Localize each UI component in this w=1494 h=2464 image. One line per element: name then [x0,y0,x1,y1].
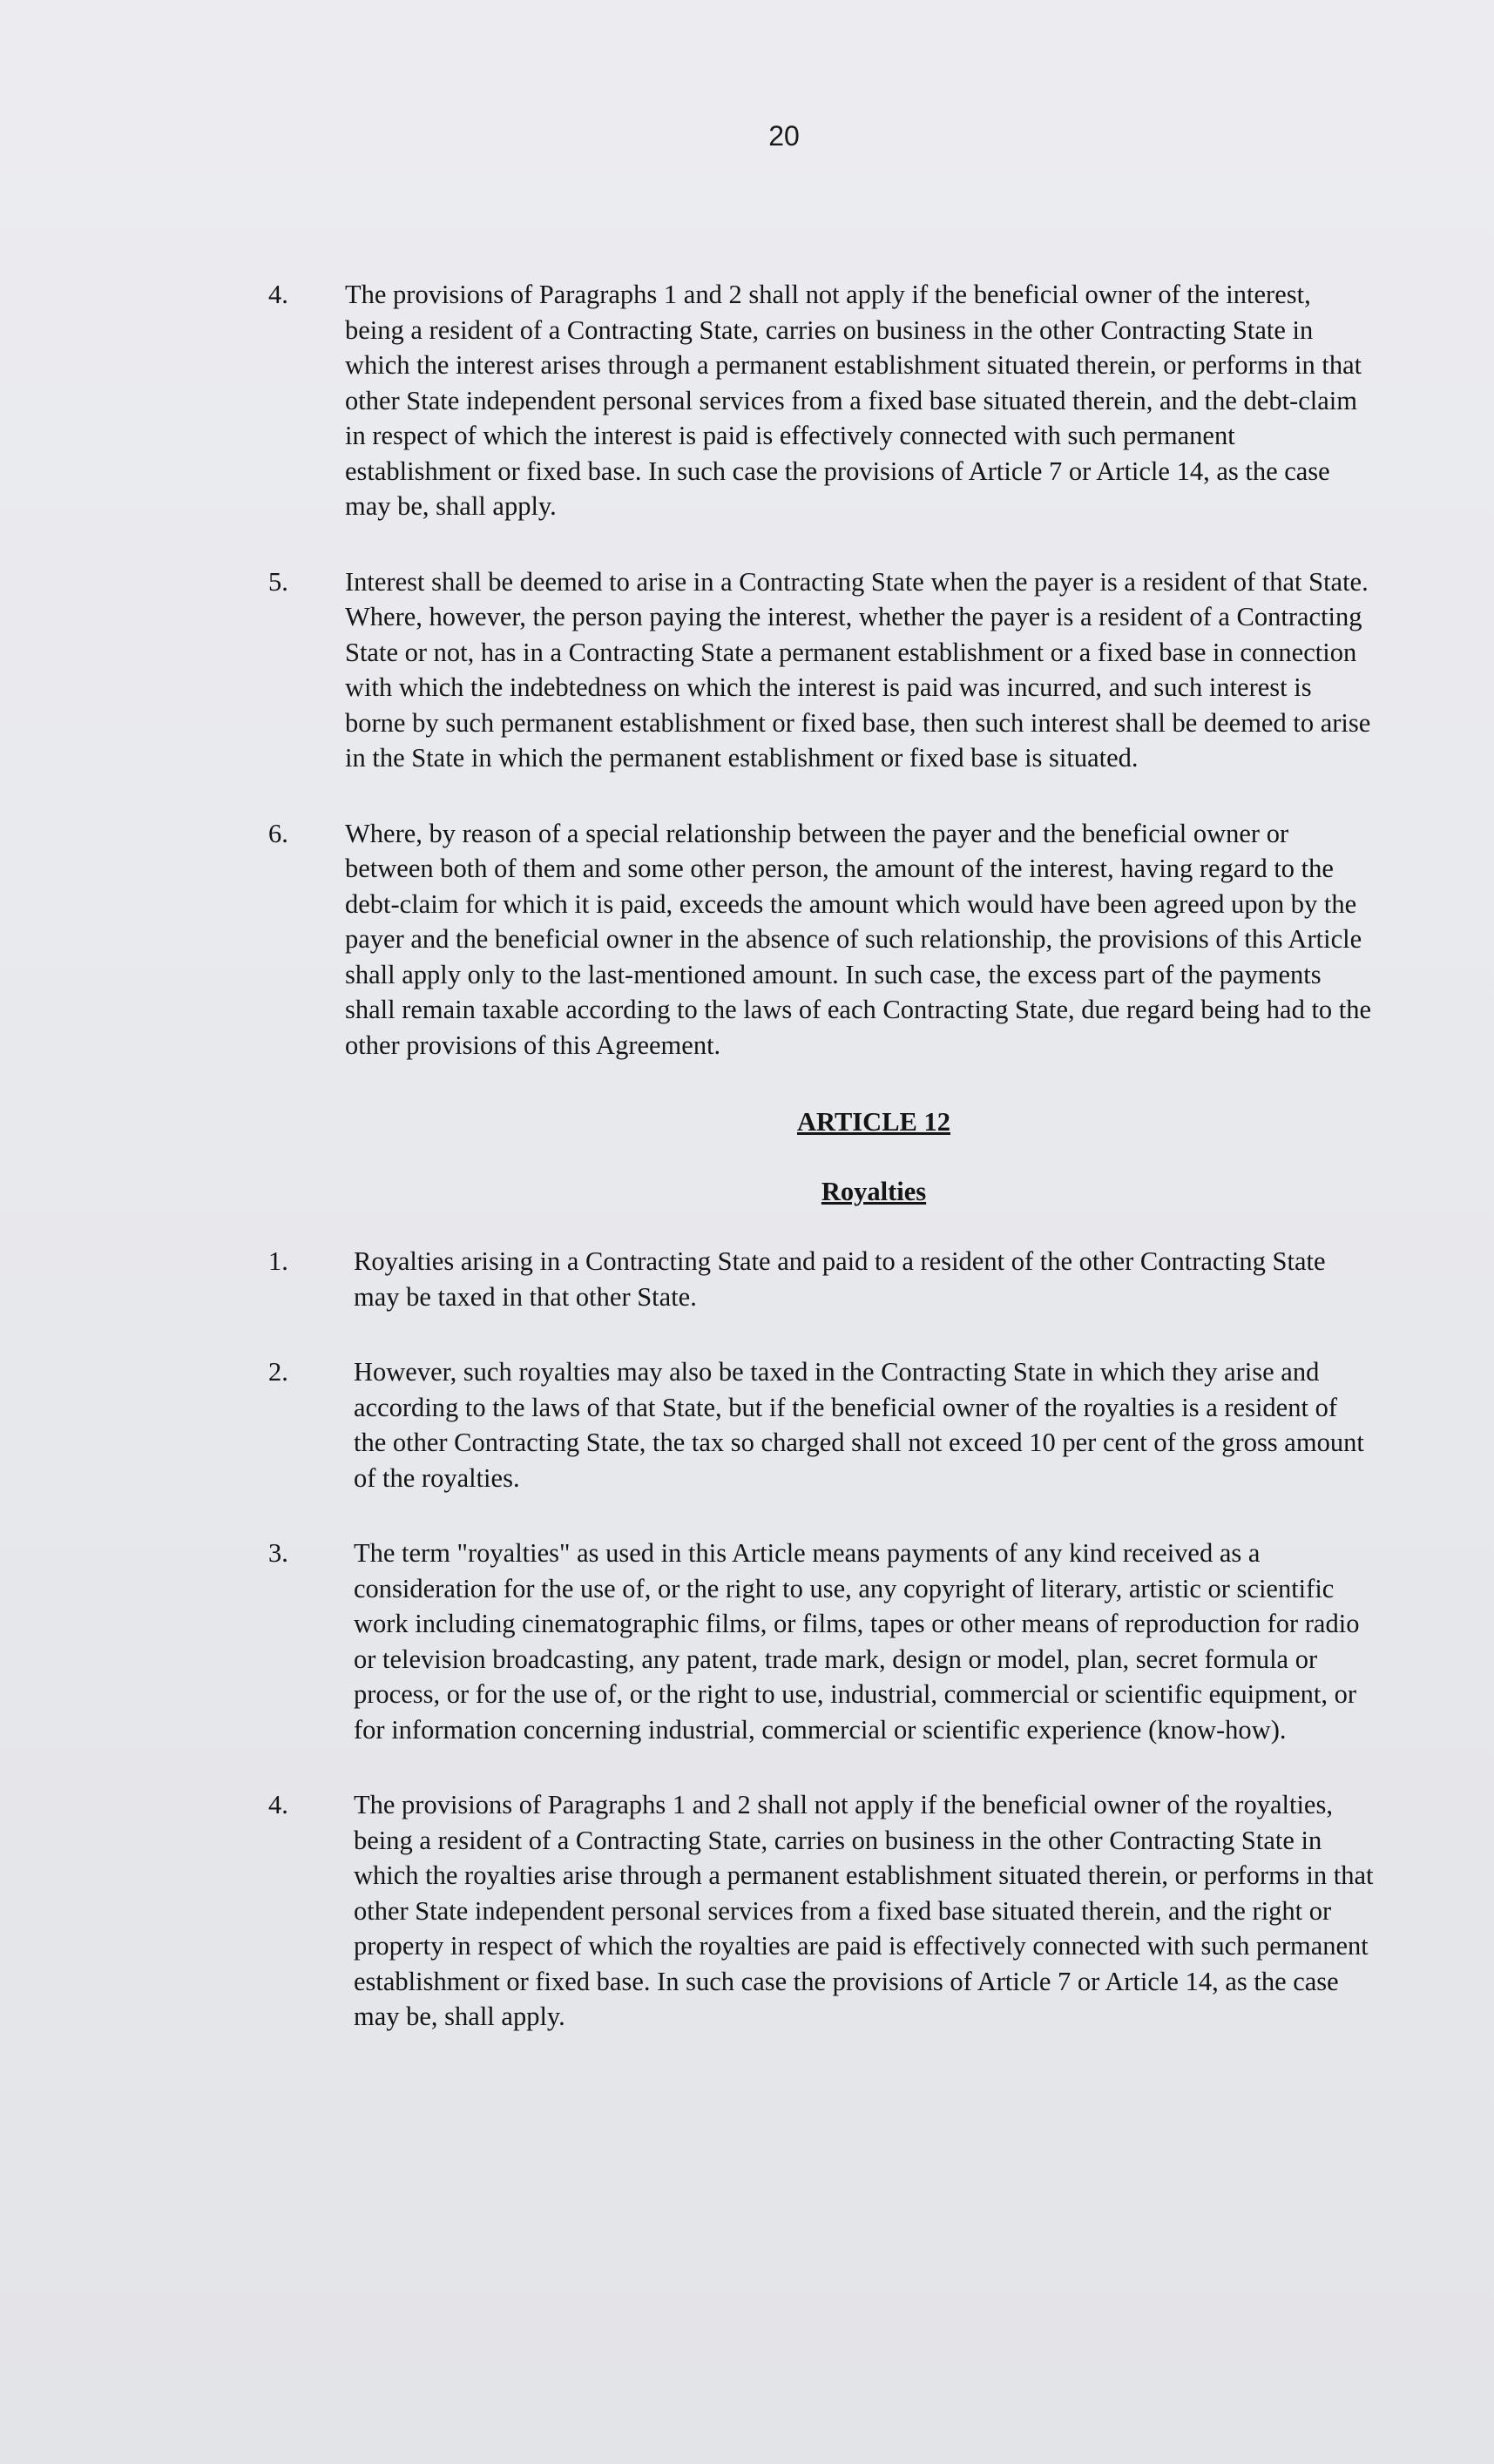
royalty-paragraph-3 [268,1536,1375,1747]
paragraph-number: 4. [268,280,288,309]
interest-paragraph-6 [268,816,1375,1063]
royalties-section [268,1244,1375,2035]
paragraph-text: However, such royalties may also be taxed in the Contracting State in which they arise and according to the laws of that State, but if the beneficial owner of the royalties is a resident of the other Contracting State, the tax so charged shall not exceed 10 per cent of the gross amount of the royalties. [354,1357,1364,1493]
paragraph-number: 5. [268,566,288,597]
paragraph-number: 3. [268,1538,288,1568]
royalty-paragraph-2 [268,1354,1375,1495]
interest-paragraph-4 [268,277,1375,524]
royalty-paragraph-1 [268,1244,1375,1314]
paragraph-number: 1. [268,1246,288,1276]
paragraph-text: The provisions of Paragraphs 1 and 2 shall not apply if the beneficial owner of the royalties, being a resident of a Contracting State, carries on business in the other Contracting State in which the royalties arise through a permanent establishment situated therein, or performs in that other State independent personal services from a fixed base situated therein, and the right or property in respect of which the royalties are paid is effectively connected with such permanent establishment or fixed base. In such case the provisions of Article 7 or Article 14, as the case may be, shall apply. [354,1790,1374,2031]
document-body [268,277,1375,2075]
paragraph-number: 2. [268,1357,288,1387]
paragraph-text: The term "royalties" as used in this Article means payments of any kind received as a consideration for the use of, or the right to use, any copyright of literary, artistic or scientific work including cinematographic films, or films, tapes or other means of reproduction for radio or television broadcasting, any patent, trade mark, design or model, plan, secret formula or process, or for the use of, or the right to use, industrial, commercial or scientific equipment, or for information concerning industrial, commercial or scientific experience (know-how). [354,1538,1360,1745]
royalty-paragraph-4 [268,1787,1375,2035]
paragraph-number: 4. [268,1790,288,1819]
paragraph-text: Royalties arising in a Contracting State and paid to a resident of the other Contracting State may be taxed in that other State. [354,1246,1326,1312]
paragraph-text: Where, by reason of a special relationship between the payer and the beneficial owner or between both of them and some other person, the amount of the interest, having regard to the debt-claim for which it is paid, exceeds the amount which would have been agreed upon by the payer and the beneficial owner in the absence of such relationship, the provisions of this Article shall apply only to the last-mentioned amount. In such case, the excess part of the payments shall remain taxable according to the laws of each Contracting State, due regard being had to the other provisions of this Agreement. [345,818,1372,1060]
interest-paragraph-5 [268,564,1375,776]
paragraph-text: Interest shall be deemed to arise in a Contracting State when the payer is a resident of that State. Where, however, the person paying the interest, whether the payer is a resident of a Contracting State or not, has in a Contracting State a permanent establishment or a fixed base in connection with which the indebtedness on which the interest is paid was incurred, and such interest is borne by such permanent establishment or fixed base, then such interest shall be deemed to arise in the State in which the permanent establishment or fixed base is situated. [345,566,1371,773]
article-heading: ARTICLE 12 [796,1107,951,1137]
paragraph-text: The provisions of Paragraphs 1 and 2 shall not apply if the beneficial owner of the interest, being a resident of a Contracting State, carries on business in the other Contracting State in which the interest arises through a permanent establishment situated therein, or performs in that other State independent personal services from a fixed base situated therein, and the debt-claim in respect of which the interest is paid is effectively connected with such permanent establishment or fixed base. In such case the provisions of Article 7 or Article 14, as the case may be, shall apply. [345,280,1362,521]
page-number: 20 [768,120,800,152]
article-subheading: Royalties [821,1177,927,1206]
paragraph-number: 6. [268,818,288,848]
